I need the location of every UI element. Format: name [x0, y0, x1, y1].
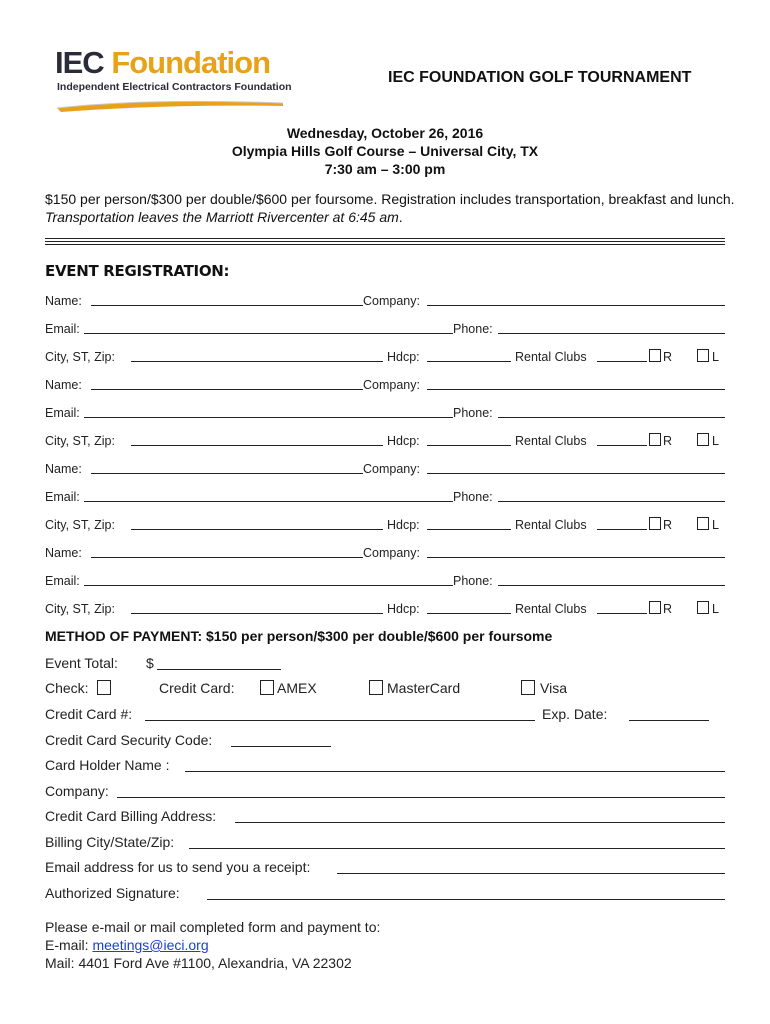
company-field[interactable]: [427, 389, 725, 390]
mastercard-label: MasterCard: [387, 680, 461, 696]
hdcp-label: Hdcp:: [387, 518, 420, 532]
email-field[interactable]: [84, 417, 453, 418]
city-st-zip-field[interactable]: [131, 613, 383, 614]
hdcp-label: Hdcp:: [387, 434, 420, 448]
company-label: Company:: [363, 462, 420, 476]
phone-field[interactable]: [498, 585, 725, 586]
rental-left-label: L: [712, 602, 719, 616]
phone-label: Phone:: [453, 490, 493, 504]
rental-clubs-field[interactable]: [597, 361, 647, 362]
event-total-field[interactable]: [157, 669, 281, 670]
logo-wordmark: [55, 46, 270, 80]
rental-right-label: R: [663, 602, 673, 616]
email-label: Email:: [45, 406, 80, 420]
email-link[interactable]: meetings@ieci.org: [92, 937, 209, 953]
rental-left-label: L: [712, 434, 719, 448]
name-label: Name:: [45, 378, 82, 392]
signature-field[interactable]: [207, 899, 725, 900]
hdcp-label: Hdcp:: [387, 350, 420, 364]
rental-clubs-label: Rental Clubs: [515, 350, 587, 364]
rental-right-label: R: [663, 434, 673, 448]
instructions-text: Please e-mail or mail completed form and payment to:: [45, 919, 381, 935]
submission-instructions: [45, 918, 380, 972]
visa-checkbox[interactable]: [521, 680, 535, 695]
phone-label: Phone:: [453, 322, 493, 336]
rental-clubs-field[interactable]: [597, 529, 647, 530]
city-hdcp-row: [45, 348, 727, 366]
phone-field[interactable]: [498, 333, 725, 334]
iec-foundation-logo: [55, 46, 295, 116]
rental-clubs-field[interactable]: [597, 445, 647, 446]
rental-left-label: L: [712, 350, 719, 364]
mail-address: Mail: 4401 Ford Ave #1100, Alexandria, VA 22302: [45, 955, 352, 971]
hdcp-field[interactable]: [427, 529, 511, 530]
name-label: Name:: [45, 546, 82, 560]
hdcp-label: Hdcp:: [387, 602, 420, 616]
name-label: Name:: [45, 294, 82, 308]
payment-company-field[interactable]: [117, 797, 725, 798]
city-st-zip-label: City, ST, Zip:: [45, 518, 115, 532]
logo-swoosh-icon: [55, 96, 285, 114]
city-hdcp-row: [45, 600, 727, 618]
rental-clubs-label: Rental Clubs: [515, 602, 587, 616]
card-holder-row: [45, 755, 727, 775]
rental-right-checkbox[interactable]: [649, 433, 661, 446]
rental-right-label: R: [663, 350, 673, 364]
phone-label: Phone:: [453, 406, 493, 420]
event-registration-heading: EVENT REGISTRATION:: [45, 262, 230, 280]
phone-label: Phone:: [453, 574, 493, 588]
company-label: Company:: [363, 294, 420, 308]
payment-heading: METHOD OF PAYMENT: $150 per person/$300 per double/$600 per foursome: [45, 628, 553, 644]
email-field[interactable]: [84, 501, 453, 502]
card-holder-field[interactable]: [185, 771, 725, 772]
card-holder-label: Card Holder Name :: [45, 757, 170, 773]
company-field[interactable]: [427, 305, 725, 306]
billing-city-field[interactable]: [189, 848, 725, 849]
name-label: Name:: [45, 462, 82, 476]
billing-city-label: Billing City/State/Zip:: [45, 834, 175, 850]
exp-date-label: Exp. Date:: [542, 706, 608, 722]
phone-field[interactable]: [498, 501, 725, 502]
rental-right-checkbox[interactable]: [649, 601, 661, 614]
email-field[interactable]: [84, 333, 453, 334]
pricing-paragraph: [45, 190, 735, 226]
payment-method-row: [45, 678, 727, 698]
card-number-label: Credit Card #:: [45, 706, 133, 722]
email-phone-row: [45, 320, 727, 338]
name-field[interactable]: [91, 389, 363, 390]
city-st-zip-field[interactable]: [131, 445, 383, 446]
email-phone-row: [45, 572, 727, 590]
rental-left-checkbox[interactable]: [697, 517, 709, 530]
company-label: Company:: [363, 546, 420, 560]
security-code-field[interactable]: [231, 746, 331, 747]
logo-iec-text: IEC: [55, 45, 104, 80]
phone-field[interactable]: [498, 417, 725, 418]
visa-label: Visa: [540, 680, 567, 696]
rental-clubs-label: Rental Clubs: [515, 518, 587, 532]
rental-clubs-label: Rental Clubs: [515, 434, 587, 448]
rental-left-checkbox[interactable]: [697, 349, 709, 362]
receipt-email-row: [45, 857, 727, 877]
event-venue: Olympia Hills Golf Course – Universal City, TX: [231, 143, 539, 159]
security-code-label: Credit Card Security Code:: [45, 732, 213, 748]
dollar-sign: $: [146, 655, 154, 671]
city-st-zip-label: City, ST, Zip:: [45, 350, 115, 364]
city-hdcp-row: [45, 432, 727, 450]
section-divider: [45, 238, 725, 246]
email-phone-row: [45, 488, 727, 506]
rental-left-checkbox[interactable]: [697, 433, 709, 446]
rental-right-checkbox[interactable]: [649, 517, 661, 530]
billing-address-row: [45, 806, 727, 826]
hdcp-field[interactable]: [427, 445, 511, 446]
mastercard-checkbox[interactable]: [369, 680, 383, 695]
exp-date-field[interactable]: [629, 720, 709, 721]
email-label: Email:: [45, 322, 80, 336]
email-line: [45, 936, 380, 954]
hdcp-field[interactable]: [427, 361, 511, 362]
name-company-row: [45, 292, 727, 310]
transport-end: .: [398, 209, 403, 225]
credit-card-label: Credit Card:: [159, 680, 235, 696]
page-title: IEC FOUNDATION GOLF TOURNAMENT: [388, 69, 692, 86]
signature-row: [45, 883, 727, 903]
billing-city-row: [45, 832, 727, 852]
check-checkbox[interactable]: [97, 680, 111, 695]
receipt-email-field[interactable]: [337, 873, 725, 874]
amex-checkbox[interactable]: [260, 680, 274, 695]
city-st-zip-label: City, ST, Zip:: [45, 602, 115, 616]
billing-address-label: Credit Card Billing Address:: [45, 808, 217, 824]
amex-label: AMEX: [277, 680, 317, 696]
card-number-row: [45, 704, 727, 724]
check-label: Check:: [45, 680, 89, 696]
name-field[interactable]: [91, 557, 363, 558]
rental-left-label: L: [712, 518, 719, 532]
company-label: Company:: [363, 378, 420, 392]
pricing-text: $150 per person/$300 per double/$600 per foursome. Registration includes transportation, breakfast and lunch.: [45, 191, 735, 207]
logo-foundation-text: Foundation: [111, 45, 271, 80]
city-st-zip-label: City, ST, Zip:: [45, 434, 115, 448]
name-field[interactable]: [91, 473, 363, 474]
receipt-email-label: Email address for us to send you a receipt:: [45, 859, 311, 875]
payment-company-row: [45, 781, 727, 801]
city-hdcp-row: [45, 516, 727, 534]
rental-right-label: R: [663, 518, 673, 532]
email-label: Email:: [45, 490, 80, 504]
company-field[interactable]: [427, 473, 725, 474]
transport-note: Transportation leaves the Marriott Rivercenter at 6:45 am: [45, 209, 399, 225]
signature-label: Authorized Signature:: [45, 885, 180, 901]
name-company-row: [45, 544, 727, 562]
city-st-zip-field[interactable]: [131, 529, 383, 530]
payment-company-label: Company:: [45, 783, 109, 799]
event-date: Wednesday, October 26, 2016: [286, 125, 484, 141]
rental-right-checkbox[interactable]: [649, 349, 661, 362]
rental-left-checkbox[interactable]: [697, 601, 709, 614]
logo-subtitle: Independent Electrical Contractors Foundation: [57, 81, 292, 93]
name-field[interactable]: [91, 305, 363, 306]
email-label: Email:: [45, 574, 80, 588]
billing-address-field[interactable]: [235, 822, 725, 823]
name-company-row: [45, 460, 727, 478]
company-field[interactable]: [427, 557, 725, 558]
hdcp-field[interactable]: [427, 613, 511, 614]
security-code-row: [45, 730, 727, 750]
rental-clubs-field[interactable]: [597, 613, 647, 614]
event-total-row: [45, 653, 727, 673]
event-total-label: Event Total:: [45, 655, 118, 671]
email-label: E-mail:: [45, 937, 93, 953]
email-phone-row: [45, 404, 727, 422]
card-number-field[interactable]: [145, 720, 535, 721]
email-field[interactable]: [84, 585, 453, 586]
city-st-zip-field[interactable]: [131, 361, 383, 362]
event-time: 7:30 am – 3:00 pm: [324, 161, 446, 177]
name-company-row: [45, 376, 727, 394]
event-details: [0, 124, 770, 178]
